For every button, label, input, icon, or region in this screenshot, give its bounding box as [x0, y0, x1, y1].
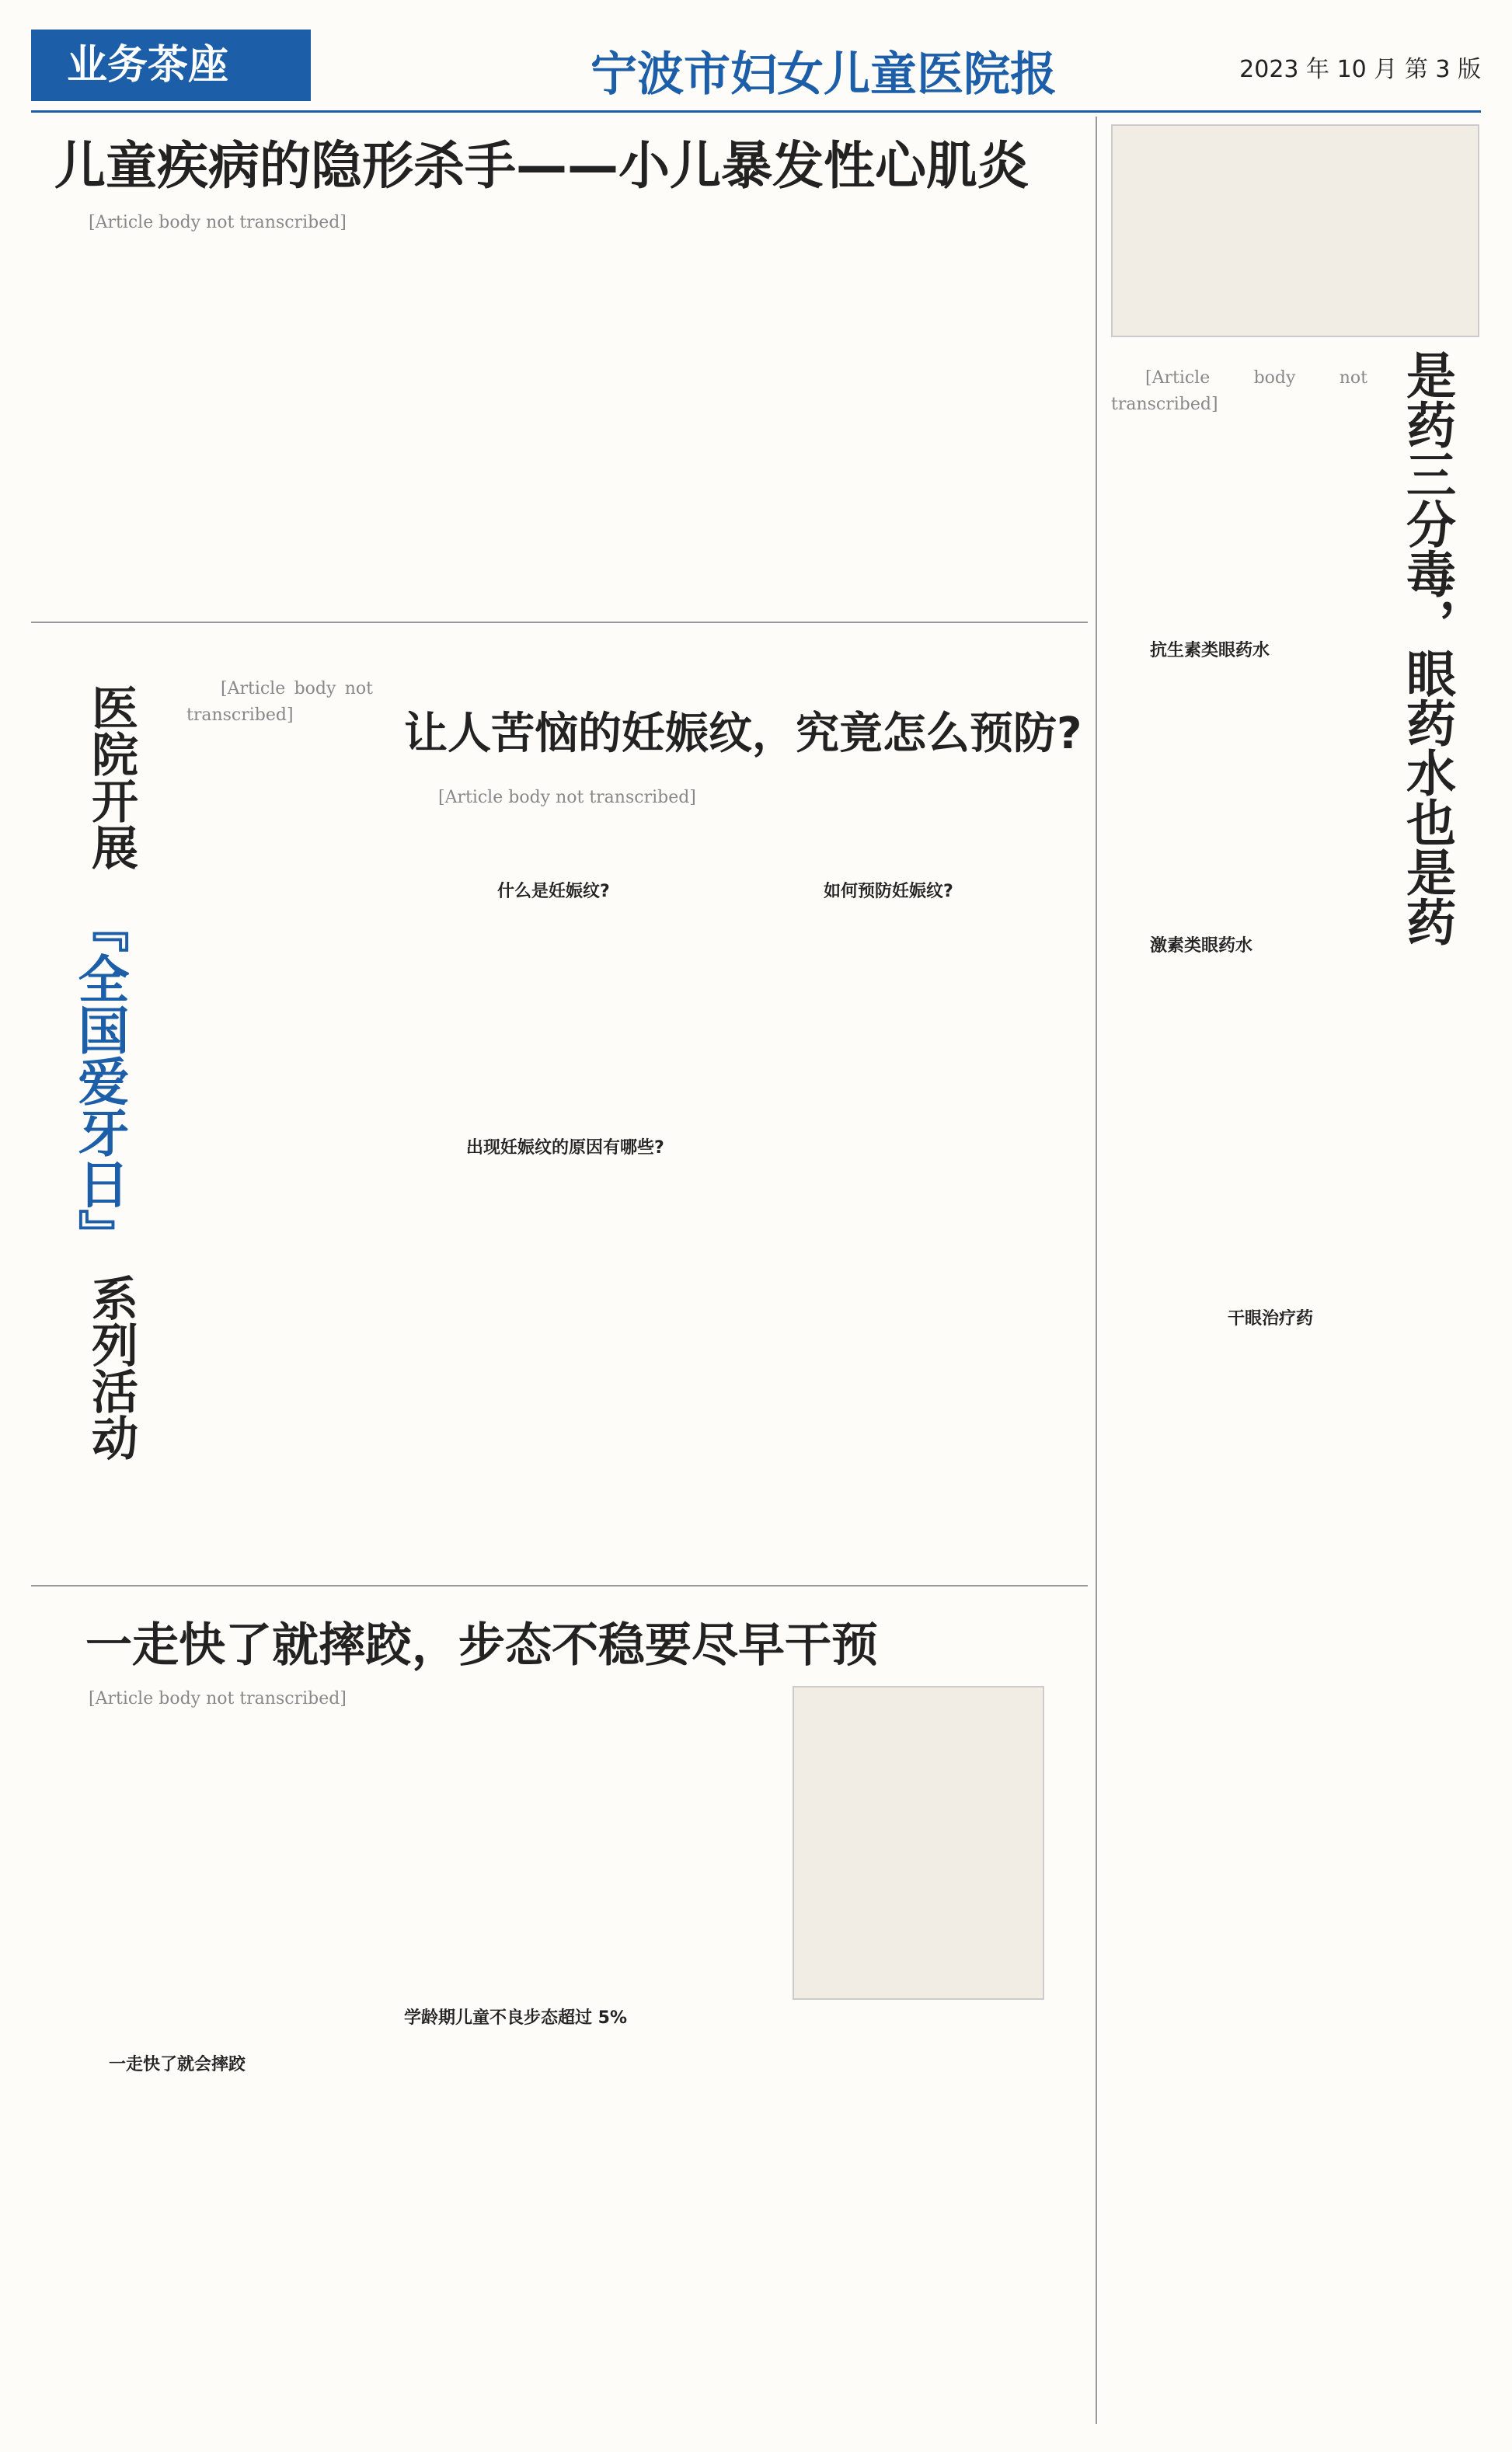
column-rule — [1096, 117, 1097, 2424]
gait-illustration — [793, 1686, 1044, 2000]
eyedrops-section-3: 干眼治疗药 — [1228, 1309, 1314, 1329]
oral-title-b: 『全国爱牙日』 — [69, 901, 129, 1260]
gait-title: 一走快了就摔跤，步态不稳要尽早干预 — [85, 1618, 878, 1673]
oral-title-c: 系列活动 — [84, 1274, 138, 1461]
eyedrops-section-1: 抗生素类眼药水 — [1150, 641, 1270, 660]
divider — [31, 1585, 1088, 1586]
eyedrops-title: 是药三分毒，眼药水也是药 — [1398, 350, 1455, 946]
eyedrops-illustration — [1111, 124, 1479, 337]
eyedrops-body: [Article body not transcribed] — [1111, 368, 1367, 414]
oral-body: [Article body not transcribed] — [186, 679, 373, 725]
masthead-rule — [31, 110, 1481, 113]
stretch-section-3: 如何预防妊娠纹? — [824, 882, 953, 901]
eyedrops-section-2: 激素类眼药水 — [1150, 936, 1253, 956]
myocarditis-title: 儿童疾病的隐形杀手——小儿暴发性心肌炎 — [54, 136, 1029, 196]
issue-date: 2023 年 10 月 第 3 版 — [1239, 56, 1481, 83]
section-tag: 业务茶座 — [31, 30, 311, 101]
gait-section-2: 学龄期儿童不良步态超过 5% — [404, 2008, 628, 2028]
oral-title-a: 医院开展 — [84, 684, 138, 870]
gait-body: [Article body not transcribed] — [89, 1689, 347, 1708]
stretch-title: 让人苦恼的妊娠纹，究竟怎么预防? — [404, 709, 1082, 759]
paper-title: 宁波市妇女儿童医院报 — [591, 47, 1057, 102]
stretch-section-1: 什么是妊娠纹? — [497, 882, 610, 901]
gait-section-1: 一走快了就会摔跤 — [109, 2055, 246, 2074]
myocarditis-body: [Article body not transcribed] — [89, 213, 347, 232]
masthead — [31, 30, 1481, 101]
divider — [31, 622, 1088, 623]
stretch-section-2: 出现妊娠纹的原因有哪些? — [466, 1138, 664, 1158]
stretch-body: [Article body not transcribed] — [438, 788, 696, 807]
